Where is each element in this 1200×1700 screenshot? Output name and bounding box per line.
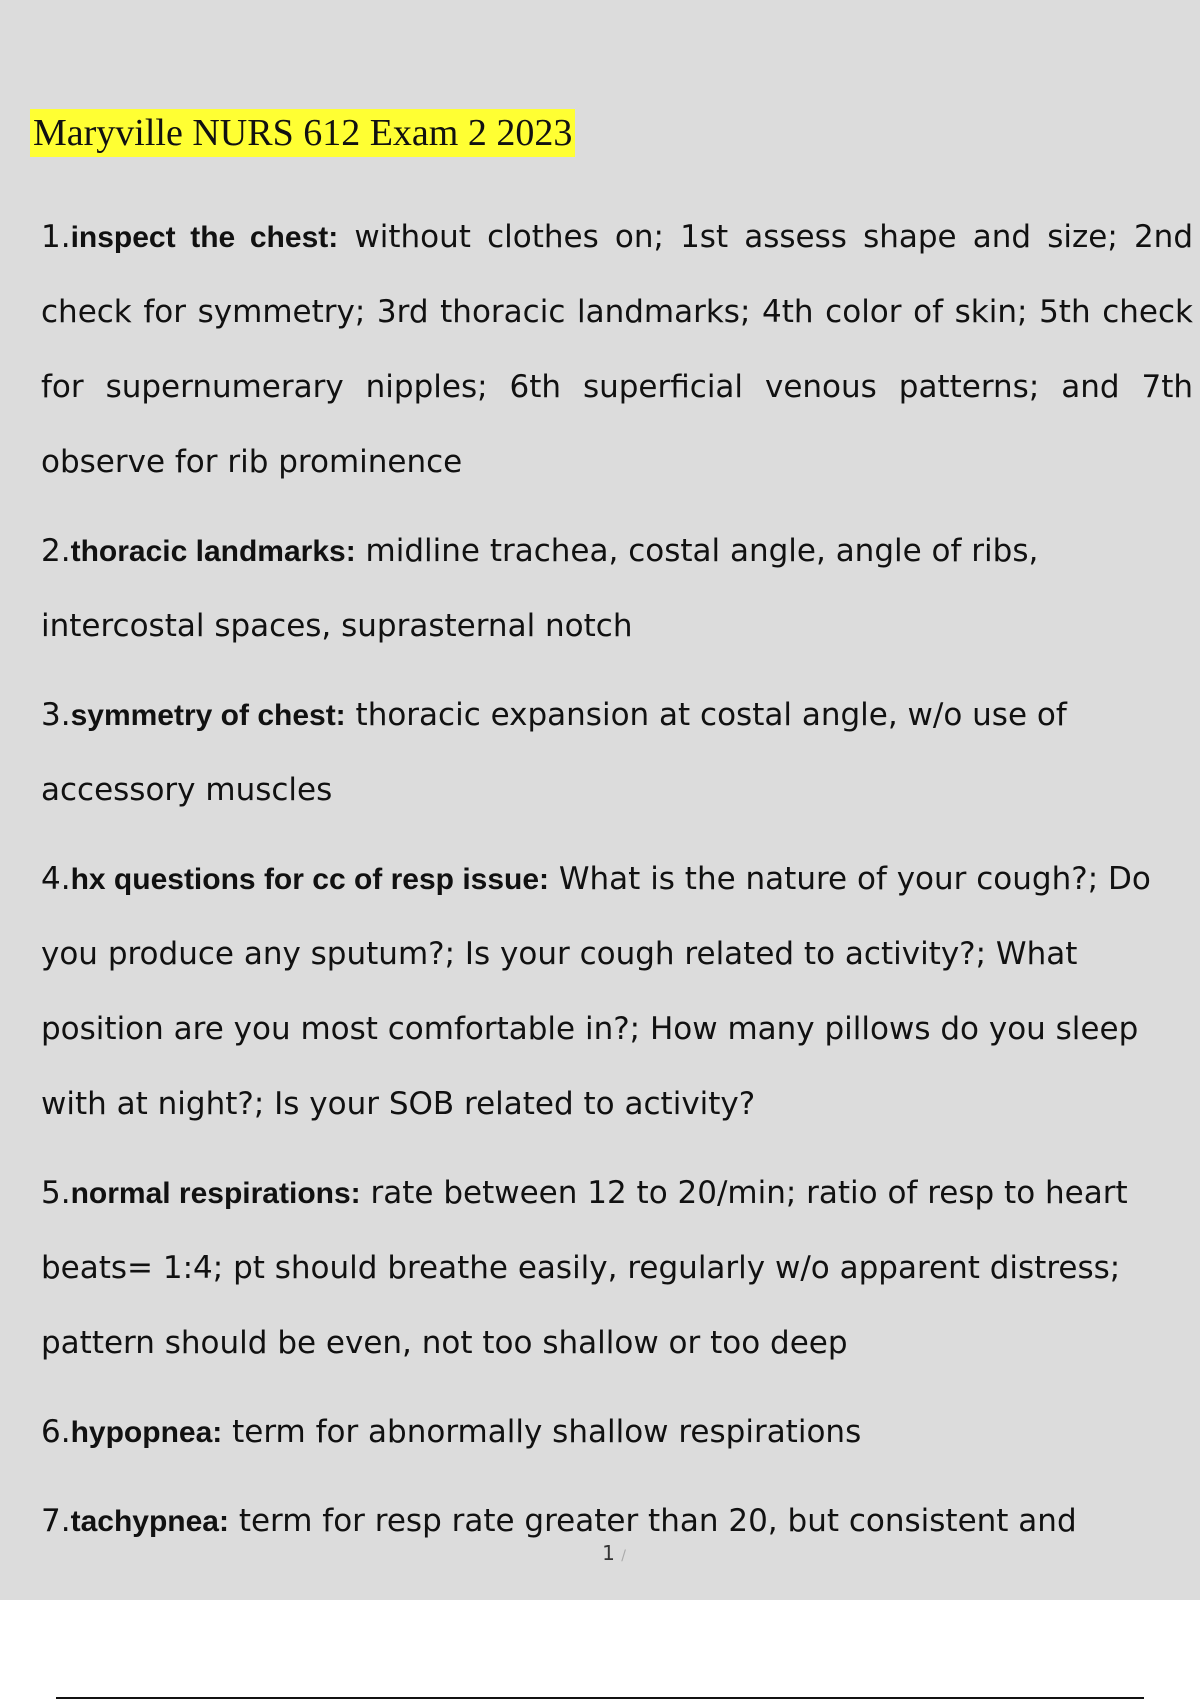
list-item — [41, 678, 1193, 828]
item-number: 1. — [41, 219, 71, 255]
item-term: symmetry of chest: — [70, 699, 346, 732]
list-item — [41, 200, 1193, 500]
page-number-suffix: / — [621, 1548, 626, 1564]
item-definition: thoracic expansion at costal angle, w/o use of accessory muscles — [41, 697, 1067, 808]
item-definition: without clothes on; 1st assess shape and size; 2nd check for symmetry; 3rd thoracic landmarks; 4th color of skin; 5th check for supernumerary nipples; 6th superficial venous patterns; and 7th observe for rib prominence — [41, 219, 1193, 480]
item-term: inspect the chest: — [70, 221, 339, 254]
page-number-value: 1 — [602, 1541, 615, 1565]
item-definition: term for abnormally shallow respirations — [222, 1414, 862, 1450]
item-definition: What is the nature of your cough?; Do you produce any sputum?; Is your cough related to activity?; What position are you most comfortable in?; How many pillows do you sleep with at night?; Is your SOB related to activity? — [41, 861, 1151, 1122]
item-term: hypopnea: — [70, 1416, 223, 1449]
list-item — [41, 1156, 1193, 1381]
document-title: Maryville NURS 612 Exam 2 2023 — [30, 109, 575, 157]
list-item — [41, 842, 1193, 1142]
list-item — [41, 1395, 1193, 1470]
item-term: thoracic landmarks: — [70, 535, 356, 568]
item-number: 4. — [41, 861, 71, 897]
item-number: 6. — [41, 1414, 71, 1450]
item-definition: rate between 12 to 20/min; ratio of resp to heart beats= 1:4; pt should breathe easily, regularly w/o apparent distress; pattern should be even, not too shallow or too deep — [41, 1175, 1128, 1361]
footer-divider — [56, 1697, 1144, 1699]
item-term: tachypnea: — [70, 1505, 229, 1538]
list-item — [41, 514, 1193, 664]
item-number: 5. — [41, 1175, 71, 1211]
item-number: 7. — [41, 1503, 71, 1539]
item-number: 3. — [41, 697, 71, 733]
page-number — [0, 1541, 1200, 1565]
item-definition: midline trachea, costal angle, angle of ribs, intercostal spaces, suprasternal notch — [41, 533, 1039, 644]
item-term: normal respirations: — [70, 1177, 361, 1210]
question-list — [41, 200, 1193, 1573]
item-number: 2. — [41, 533, 71, 569]
item-definition: term for resp rate greater than 20, but consistent and — [228, 1503, 1077, 1539]
item-term: hx questions for cc of resp issue: — [70, 863, 550, 896]
